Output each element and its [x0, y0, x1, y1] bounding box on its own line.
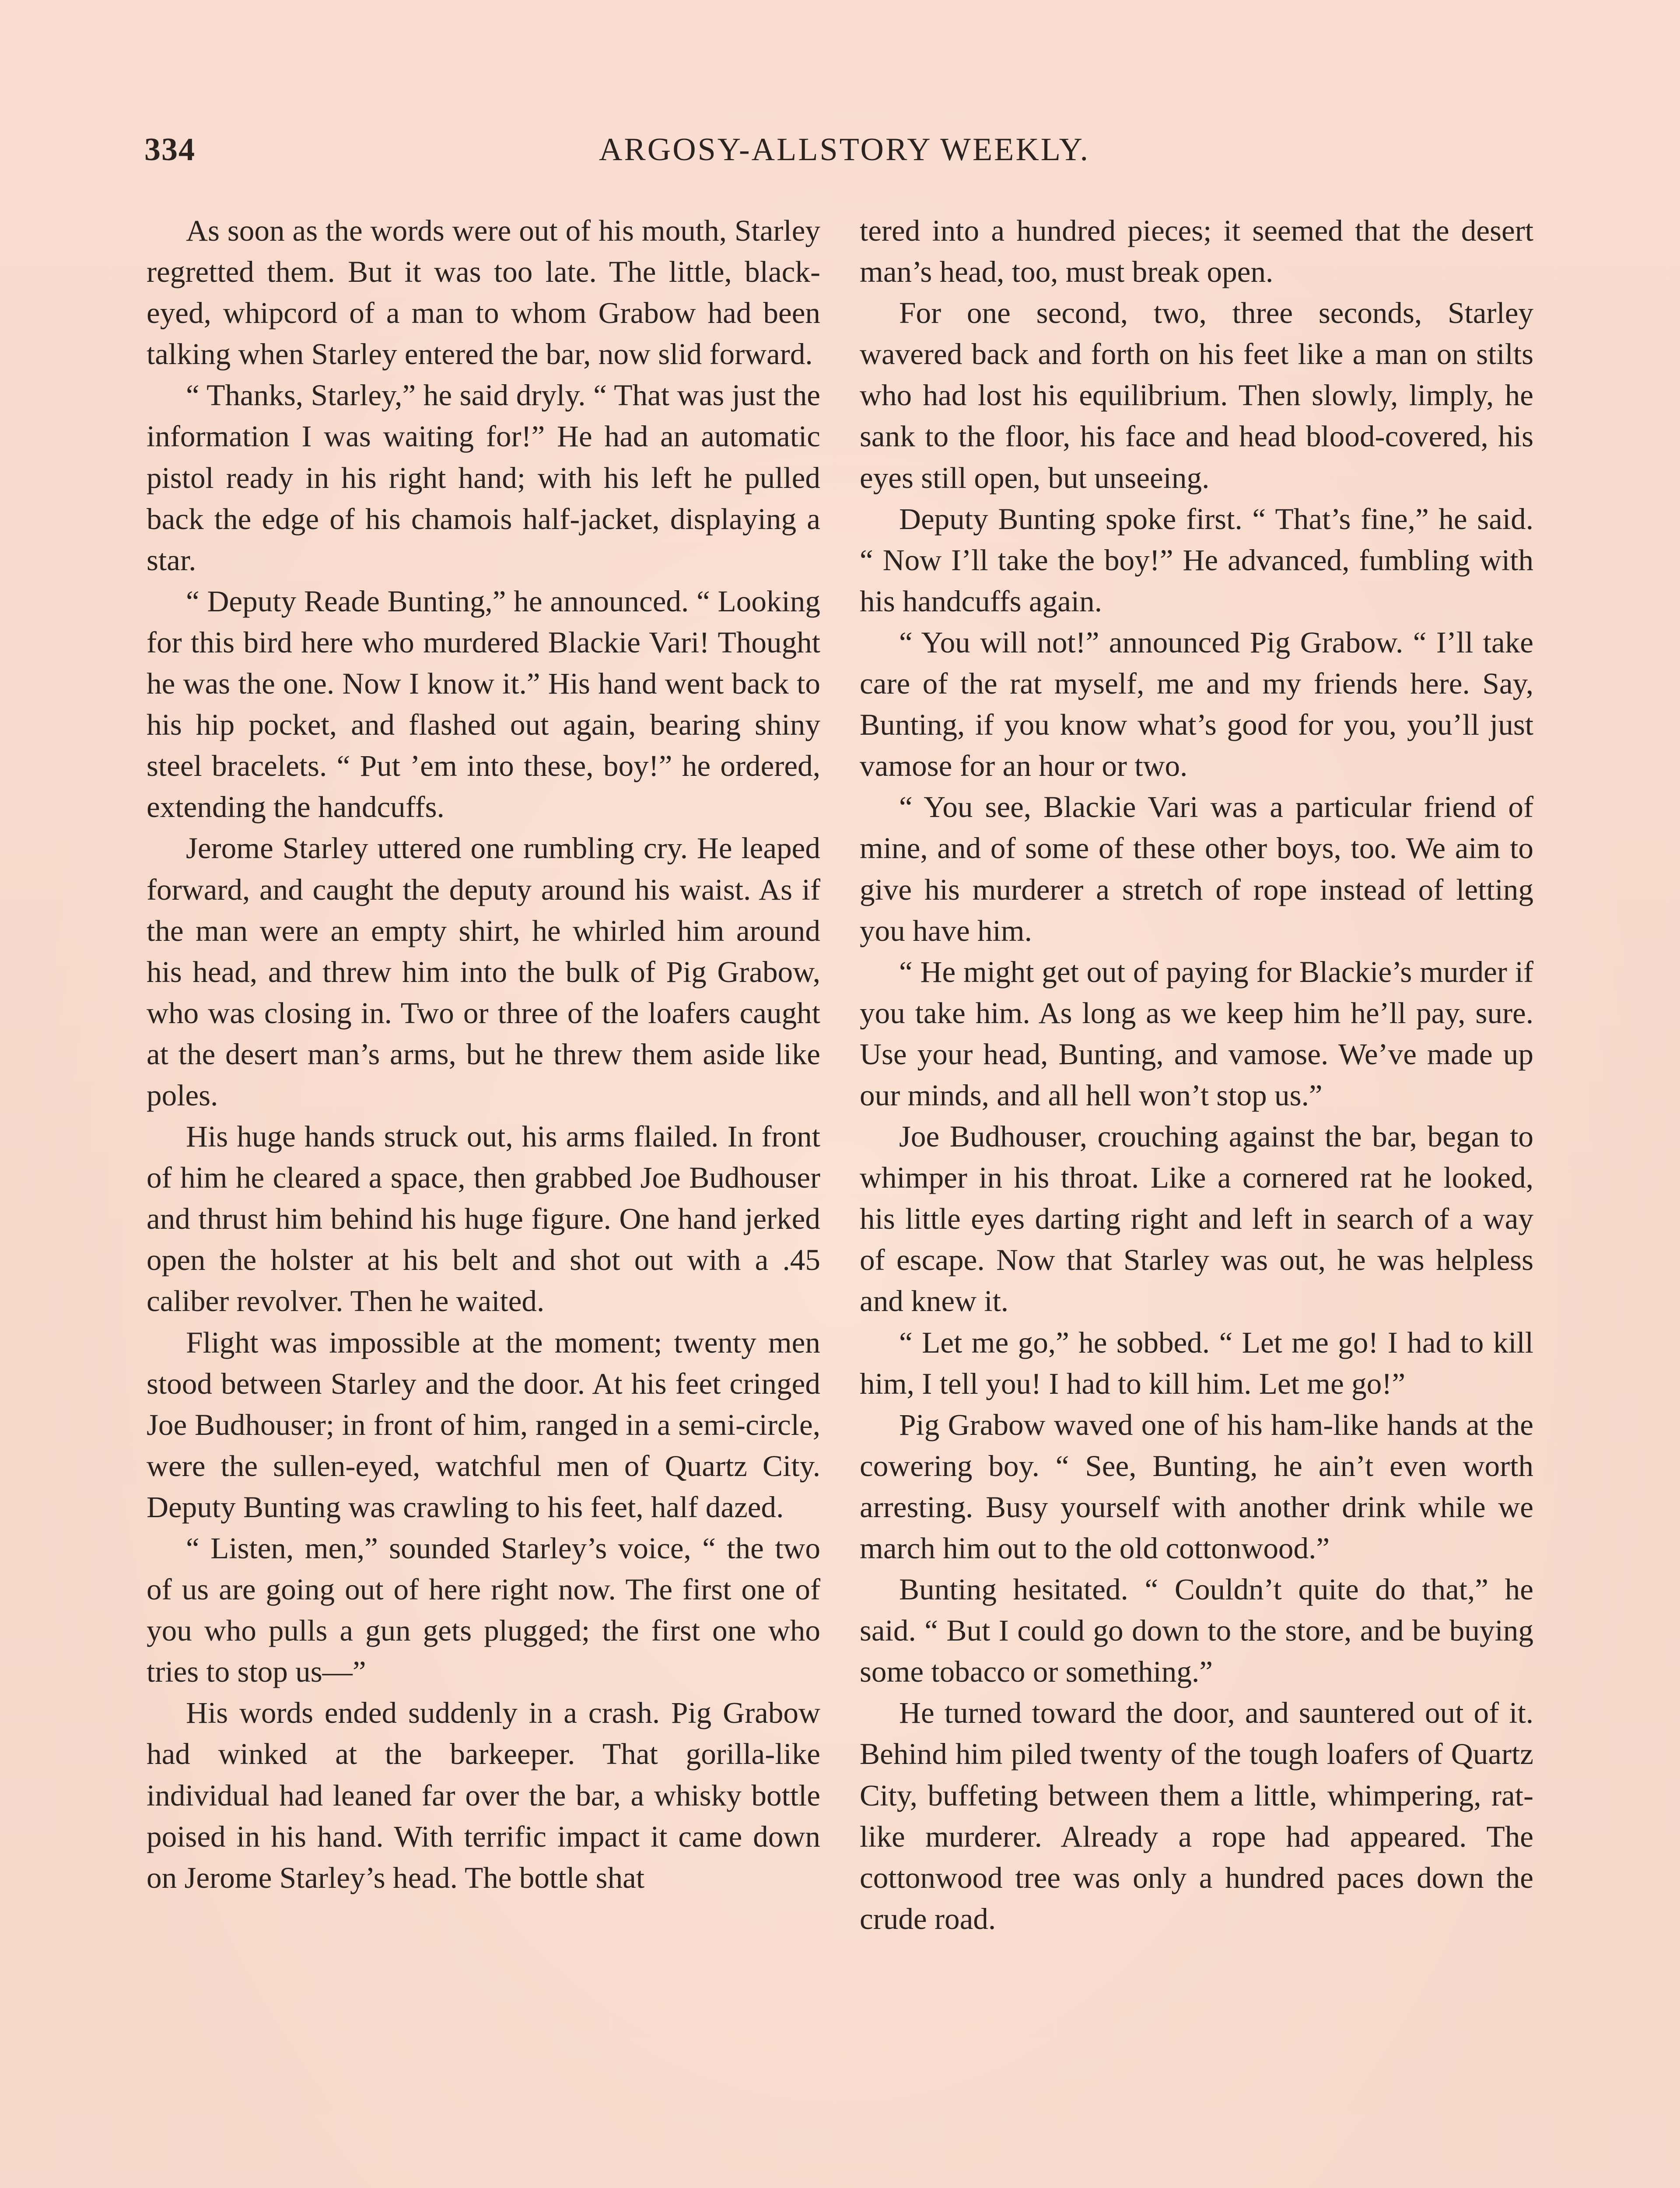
paragraph: “ Let me go,” he sobbed. “ Let me go! I had to kill him, I tell you! I had to kill him. Let me go!” — [860, 1325, 1533, 1400]
paragraph: As soon as the words were out of his mouth, Starley regretted them. But it was too late. The little, black-eyed, whipcord of a man to whom Grabow had been talking when Starley entered the bar, now slid forward. — [147, 214, 820, 371]
page-header — [144, 131, 1544, 179]
left-column — [147, 210, 820, 1898]
paragraph: For one second, two, three seconds, Starley wavered back and forth on his feet like a man on stilts who had lost his equilibrium. Then slowly, limply, he sank to the floor, his face and head blood-covered, his eyes still open, but unseeing. — [860, 296, 1533, 494]
paragraph: “ Listen, men,” sounded Starley’s voice, “ the two of us are going out of here right now. The first one of you who pulls a gun gets plugged; the first one who tries to stop us—” — [147, 1531, 820, 1689]
paragraph: His words ended suddenly in a crash. Pig Grabow had winked at the barkeeper. That gorilla-like individual had leaned far over the bar, a whisky bottle poised in his hand. With terrific impact it came down on Jerome Starley’s head. The bottle shat — [147, 1696, 820, 1894]
paragraph: Bunting hesitated. “ Couldn’t quite do that,” he said. “ But I could go down to the store, and be buying some tobacco or something.” — [860, 1572, 1533, 1689]
paragraph: “ Deputy Reade Bunting,” he announced. “ Looking for this bird here who murdered Blackie Vari! Thought he was the one. Now I know it.” His hand went back to his hip pocket, and flashed out again, bearing shiny steel bracelets. “ Put ’em into these, boy!” he ordered, extending the handcuffs. — [147, 584, 820, 824]
right-column — [860, 210, 1533, 1939]
paragraph: He turned toward the door, and sauntered out of it. Behind him piled twenty of the tough loafers of Quartz City, buffeting between them a little, whimpering, ratlike murderer. Already a rope had appeared. The cottonwood tree was only a hundred paces down the crude road. — [860, 1696, 1533, 1936]
paragraph: His huge hands struck out, his arms flailed. In front of him he cleared a space, then grabbed Joe Budhouser and thrust him behind his huge figure. One hand jerked open the holster at his belt and shot out with a .45 caliber revolver. Then he waited. — [147, 1119, 820, 1318]
running-head: ARGOSY-ALLSTORY WEEKLY. — [598, 132, 1090, 168]
paragraph: Flight was impossible at the moment; twenty men stood between Starley and the door. At his feet cringed Joe Budhouser; in front of him, ranged in a semi-circle, were the sullen-eyed, watchful men of Quartz City. Deputy Bunting was crawling to his feet, half dazed. — [147, 1325, 820, 1524]
paragraph: “ He might get out of paying for Blackie’s murder if you take him. As long as we keep him he’ll pay, sure. Use your head, Bunting, and vamose. We’ve made up our minds, and all hell won’t stop us.” — [860, 954, 1533, 1112]
paragraph: “ Thanks, Starley,” he said dryly. “ That was just the information I was waiting for!” He had an automatic pistol ready in his right hand; with his left he pulled back the edge of his chamois half-jacket, displaying a star. — [147, 378, 820, 577]
paragraph: Pig Grabow waved one of his ham-like hands at the cowering boy. “ See, Bunting, he ain’t even worth arresting. Busy yourself with another drink while we march him out to the old cottonwood.” — [860, 1407, 1533, 1565]
paragraph: Joe Budhouser, crouching against the bar, began to whimper in his throat. Like a cornered rat he looked, his little eyes darting right and left in search of a way of escape. Now that Starley was out, he was helpless and knew it. — [860, 1119, 1533, 1318]
paragraph: Jerome Starley uttered one rumbling cry. He leaped forward, and caught the deputy around his waist. As if the man were an empty shirt, he whirled him around his head, and threw him into the bulk of Pig Grabow, who was closing in. Two or three of the loafers caught at the desert man’s arms, but he threw them aside like poles. — [147, 831, 820, 1112]
paragraph: “ You see, Blackie Vari was a particular friend of mine, and of some of these other boys, too. We aim to give his murderer a stretch of rope instead of letting you have him. — [860, 790, 1533, 947]
paragraph-continued: tered into a hundred pieces; it seemed that the desert man’s head, too, must break open. — [860, 214, 1533, 289]
page-number: 334 — [144, 132, 196, 168]
paragraph: Deputy Bunting spoke first. “ That’s fine,” he said. “ Now I’ll take the boy!” He advanced, fumbling with his handcuffs again. — [860, 501, 1533, 618]
paragraph: “ You will not!” announced Pig Grabow. “ I’ll take care of the rat myself, me and my friends here. Say, Bunting, if you know what’s good for you, you’ll just vamose for an hour or two. — [860, 625, 1533, 783]
